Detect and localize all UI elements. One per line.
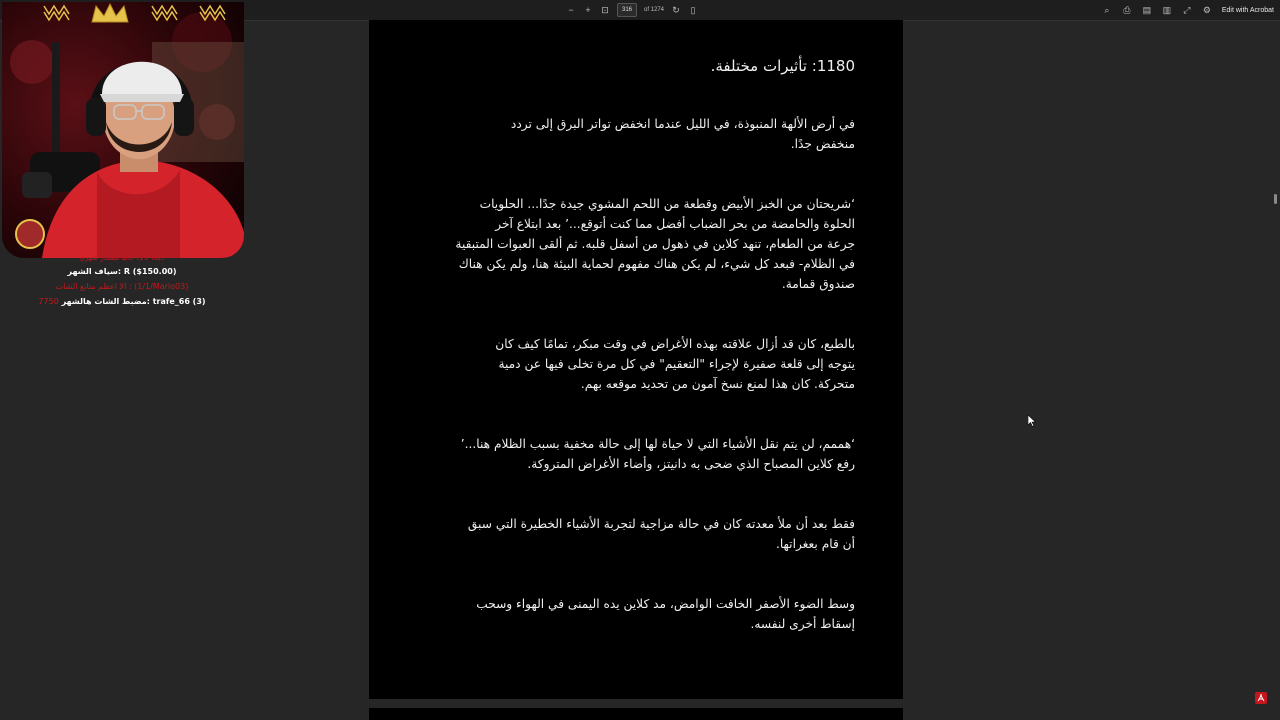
- paragraph-line: ‘هممم، لن يتم نقل الأشياء التي لا حياة لها إلى حالة مخفية بسبب الظلام هنا...’: [460, 437, 855, 451]
- paragraph: [423, 594, 855, 634]
- paragraph-line: بالطبع، كان قد أزال علاقته بهذه الأغراض في وقت مبكر، تمامًا كيف كان: [495, 337, 855, 351]
- mouse-cursor-icon: [1028, 415, 1036, 427]
- toolbar-right: [1102, 0, 1274, 20]
- crown-icon: [90, 2, 130, 24]
- chapter-title: 1180: تأثيرات مختلفة.: [710, 57, 855, 75]
- acrobat-logo-icon[interactable]: [1255, 692, 1267, 704]
- top-chatter-line: الا اعظم متابع الشات : (1/1/Mario03): [55, 282, 189, 291]
- overlay-crown-bar: [42, 2, 242, 26]
- paragraph-line: صندوق قمامة.: [781, 277, 855, 291]
- paragraph-line: إسقاط أخرى لنفسه.: [750, 617, 855, 631]
- paragraph: [423, 514, 855, 554]
- zoom-out-icon[interactable]: −: [568, 5, 574, 15]
- paragraph-line: فقط بعد أن ملأ معدته كان في حالة مزاجية لتجربة الأشياء الخطيرة التي سبق: [467, 517, 855, 531]
- expand-icon[interactable]: ⤢: [1183, 4, 1191, 15]
- paragraph-line: منخفض جدًا.: [790, 137, 855, 151]
- page-total: of 1274: [644, 7, 665, 13]
- page-number-input[interactable]: 316: [617, 3, 637, 17]
- paragraph-line: وسط الضوء الأصفر الخافت الوامض، مد كلاين يده اليمنى في الهواء وسحب: [476, 597, 855, 611]
- paragraph: [423, 114, 855, 154]
- paragraph-line: متحركة. كان هذا لمنع نسخ آمون من تحديد موقعه بهم.: [580, 377, 855, 391]
- paragraph-line: في الظلام- فبعد كل شيء، لم يكن هناك مفهوم لحماية البيئة هنا، ولم يكن هناك: [458, 257, 855, 271]
- search-icon[interactable]: ⌕: [1104, 4, 1110, 15]
- paragraph-line: رفع كلاين المصباح الذي ضحى به دانيتز، وأضاء الأغراض المتروكة.: [527, 457, 855, 471]
- toolbar-center: [566, 0, 698, 20]
- diamond-pattern-icon: [198, 2, 226, 22]
- paragraph-line: الحلوة والحامضة من بحر الضباب أفضل مما كنت أتوقع...’ بعد ابتلاع آخر: [495, 217, 855, 231]
- chat-stats-prefix: 7750: [38, 297, 59, 306]
- stream-stats-overlay: [0, 254, 244, 309]
- chat-stats-text: مضبط الشات هالشهر: trafe_66 (3): [61, 297, 206, 306]
- next-pdf-page: [369, 708, 903, 720]
- paragraph-line: جرعة من الطعام، تنهد كلاين في ذهول من أسفل قلبه. ثم ألقى العبوات المتبقية: [455, 237, 855, 251]
- chat-stats-line: [0, 294, 244, 309]
- edit-with-acrobat-button[interactable]: Edit with Acrobat: [1221, 6, 1274, 14]
- paragraph: [423, 334, 855, 394]
- paragraph-line: أن قام بعغراتها.: [775, 537, 855, 551]
- save-as-icon[interactable]: ▥: [1162, 4, 1172, 15]
- top-supporter-line: حالياً متصدر شهري (19 Yaz): [79, 254, 165, 262]
- streamer-webcam: [2, 2, 244, 258]
- scrollbar-thumb[interactable]: [1274, 194, 1277, 204]
- paragraph: [423, 194, 855, 294]
- settings-icon[interactable]: ⚙: [1202, 4, 1211, 15]
- rotate-icon[interactable]: ↻: [672, 4, 680, 15]
- zoom-in-icon[interactable]: +: [585, 5, 591, 15]
- paragraph-line: في أرض الألهة المنبوذة، في الليل عندما انخفض تواتر البرق إلى تردد: [510, 117, 855, 131]
- diamond-pattern-icon: [42, 2, 70, 22]
- fit-page-icon[interactable]: ⊡: [601, 4, 609, 15]
- paragraph-line: يتوجه إلى قلعة صفيرة لإجراء "التعقيم" في كل مرة تخلى فيها عن دمية: [498, 357, 855, 371]
- save-icon[interactable]: ▤: [1142, 4, 1152, 15]
- pdf-page: [369, 20, 903, 699]
- paragraph: [423, 434, 855, 474]
- print-icon[interactable]: ⎙: [1123, 4, 1131, 15]
- page-text-content: [423, 56, 855, 674]
- monthly-donor-line: سياف الشهر: R ($150.00): [67, 267, 177, 276]
- diamond-pattern-icon: [150, 2, 178, 22]
- two-page-icon[interactable]: ▯: [690, 4, 696, 15]
- webcam-overlay: [2, 2, 244, 258]
- vertical-scrollbar[interactable]: [1272, 20, 1278, 720]
- paragraph-line: ‘شريحتان من الخبز الأبيض وقطعة من اللحم المشوي جيدة جدًا... الحلويات: [479, 197, 855, 211]
